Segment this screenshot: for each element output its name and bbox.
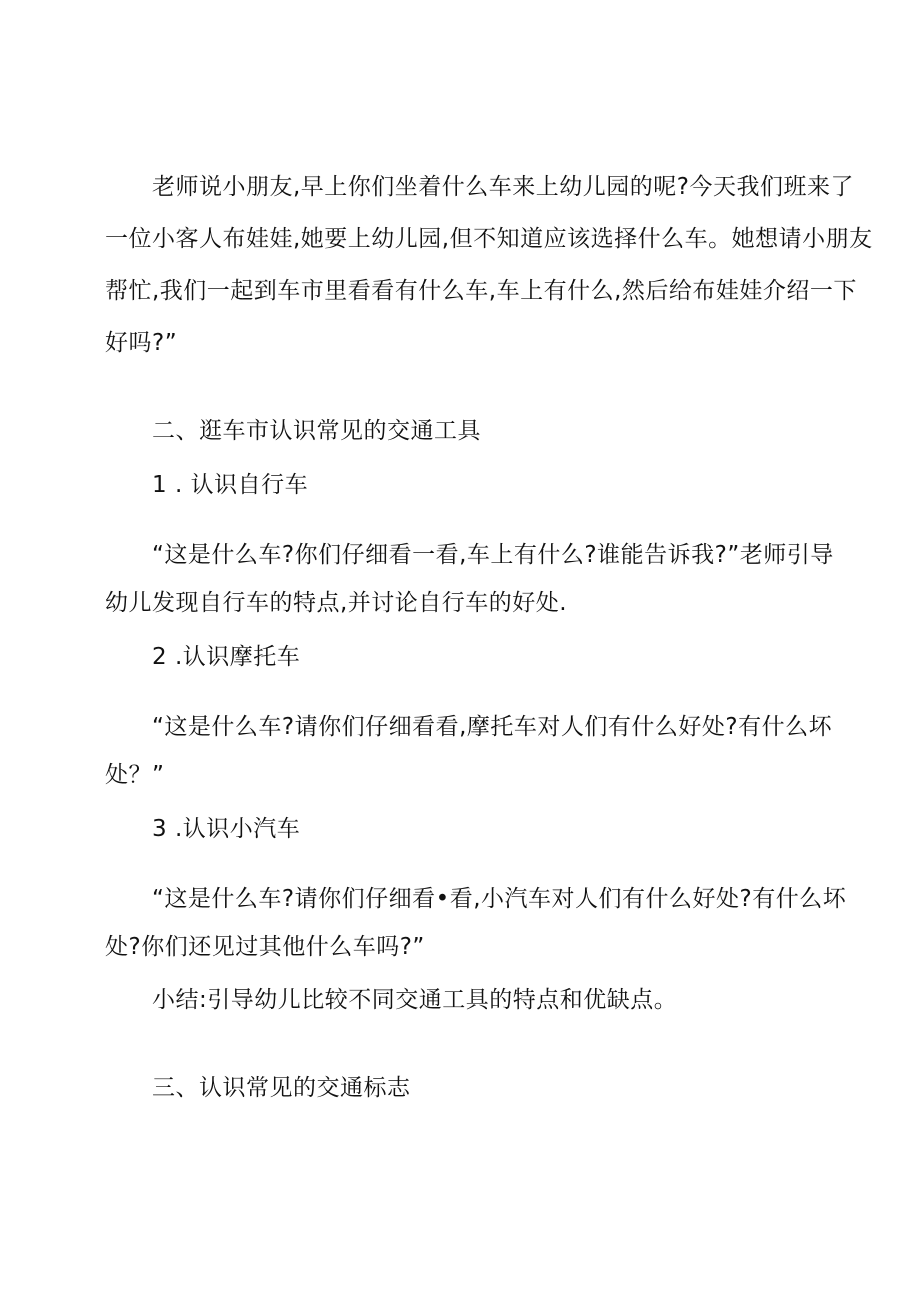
intro-paragraph-line: 老师说小朋友,早上你们坐着什么车来上幼儿园的呢?今天我们班来了	[152, 174, 855, 200]
section-heading: 三、认识常见的交通标志	[152, 1075, 411, 1101]
intro-paragraph-line: 帮忙,我们一起到车市里看看有什么车,车上有什么,然后给布娃娃介绍一下	[105, 278, 857, 304]
item-paragraph-line: “这是什么车?请你们仔细看看,摩托车对人们有什么好处?有什么坏	[152, 714, 833, 740]
item-paragraph-line: “这是什么车?请你们仔细看•看,小汽车对人们有什么好处?有什么坏	[152, 886, 847, 912]
item-heading: 3 .认识小汽车	[152, 816, 301, 842]
intro-paragraph-line: 好吗?”	[105, 330, 178, 356]
item-paragraph-line: 幼儿发现自行车的特点,并讨论自行车的好处.	[105, 590, 568, 616]
intro-paragraph-line: 一位小客人布娃娃,她要上幼儿园,但不知道应该选择什么车。她想请小朋友	[105, 226, 873, 252]
item-paragraph-line: “这是什么车?你们仔细看一看,车上有什么?谁能告诉我?”老师引导	[152, 542, 834, 568]
item-heading: 1 . 认识自行车	[152, 472, 309, 498]
summary-text: 小结:引导幼儿比较不同交通工具的特点和优缺点。	[152, 987, 678, 1013]
item-heading: 2 .认识摩托车	[152, 644, 301, 670]
item-paragraph-line: 处?你们还见过其他什么车吗?”	[105, 934, 425, 960]
item-paragraph-line: 处？”	[105, 762, 165, 788]
section-heading: 二、逛车市认识常见的交通工具	[152, 418, 481, 444]
